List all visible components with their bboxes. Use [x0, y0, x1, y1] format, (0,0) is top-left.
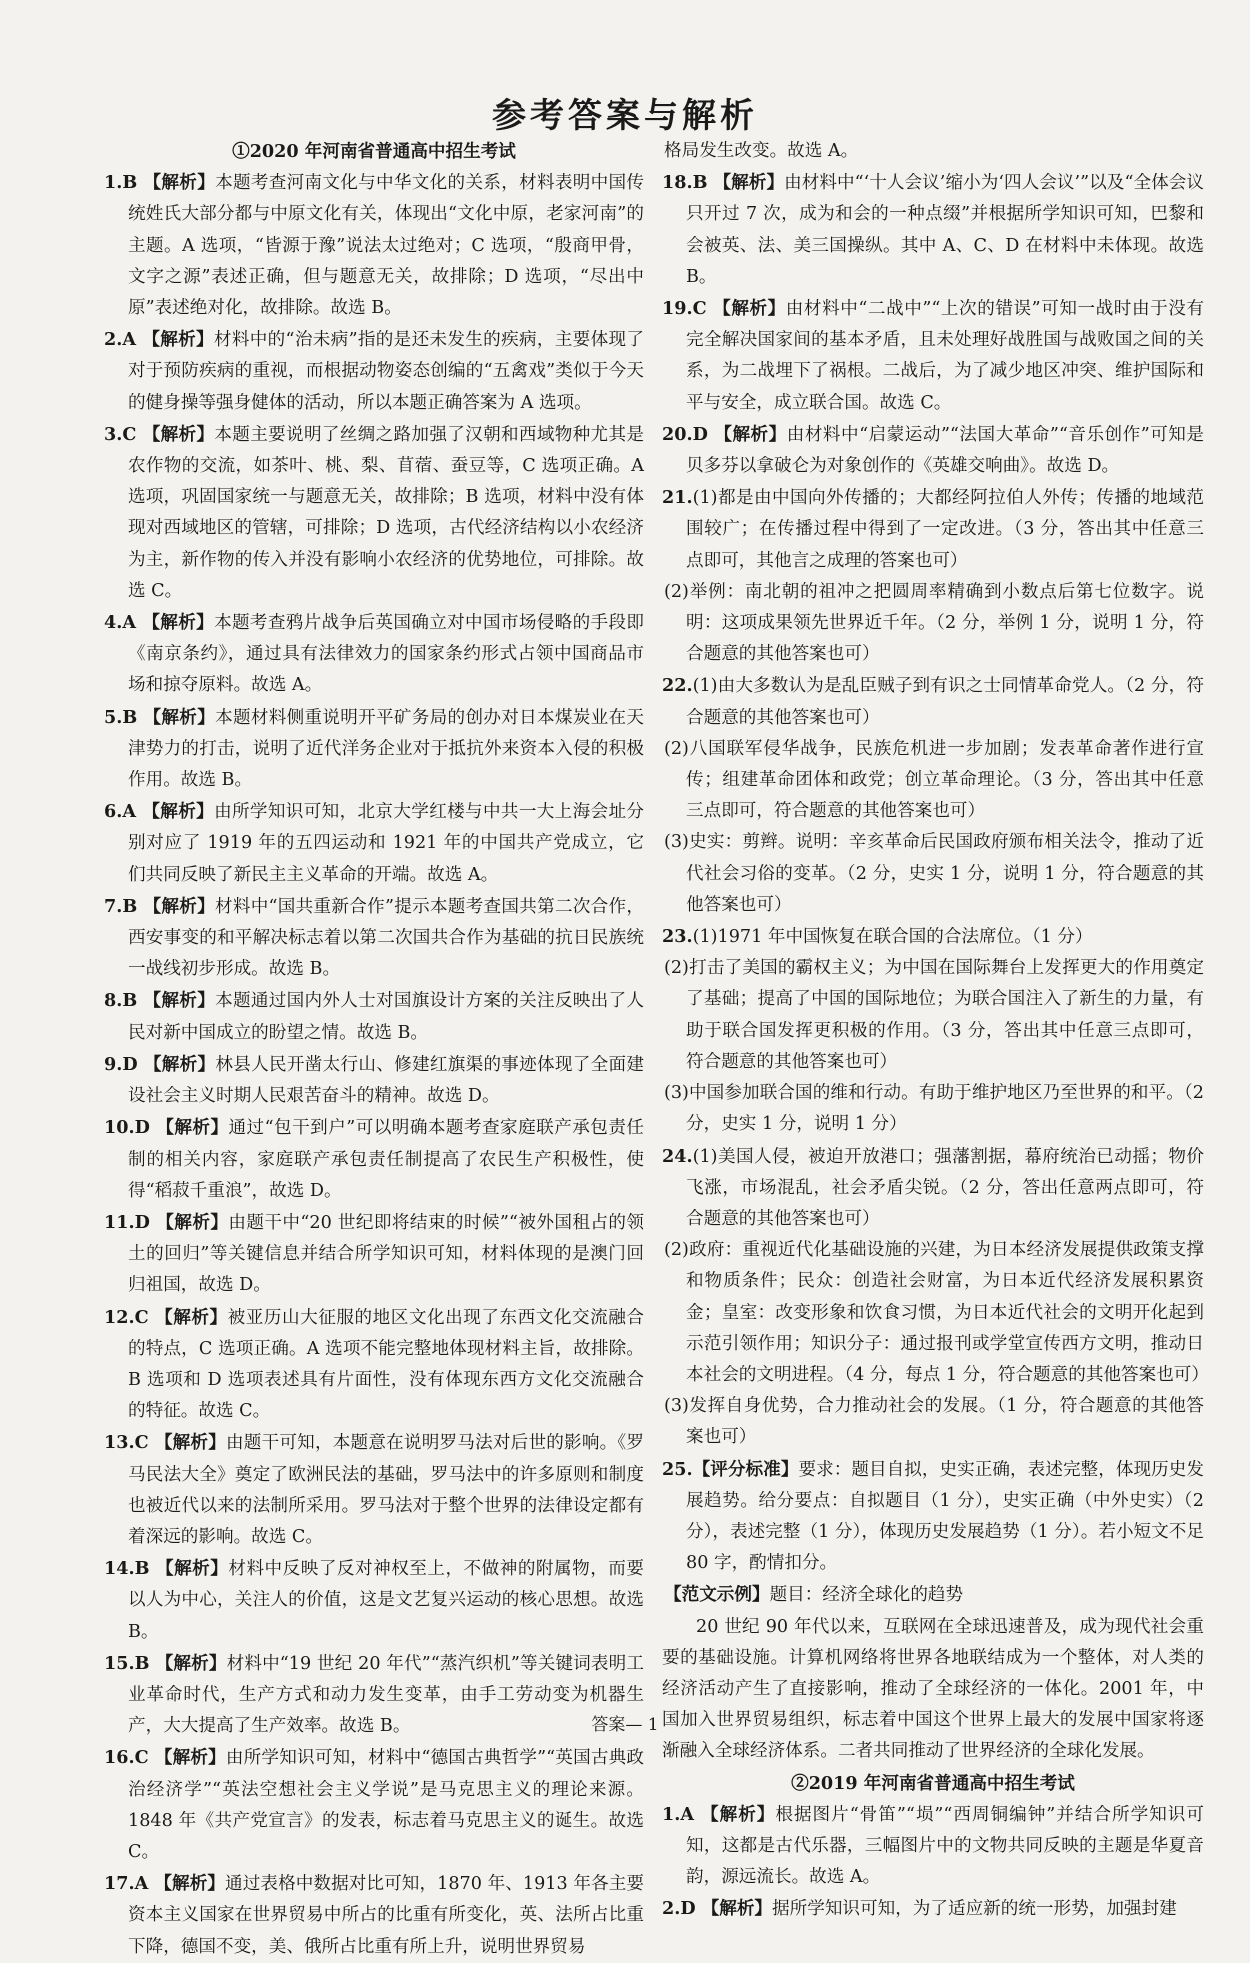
question-number: 21.	[662, 487, 693, 509]
question-number: 25.	[662, 1458, 693, 1480]
question-number: 5.	[104, 706, 123, 728]
section-heading: ②2019 年河南省普通高中招生考试	[791, 1772, 1075, 1794]
label-tag: 【解析】	[143, 172, 216, 194]
label-tag: 【解析】	[142, 423, 215, 445]
label-tag: 【解析】	[142, 612, 215, 634]
question-number: 2.	[104, 329, 123, 351]
label-tag: 【解析】	[155, 1652, 227, 1674]
label-tag: 【解析】	[154, 1432, 226, 1454]
essay-paragraph: 20 世纪 90 年代以来，互联网在全球迅速普及，成为现代社会重要的基础设施。计算机网络将世界各地联结成为一个整体，对人类的经济活动产生了直接影响，推动了全球经济的一体化。2001 年，中国加入世界贸易组织，标志着中国这个世界上最大的发展中国家将逐渐融入全球经济体系。二者共同推动了世界经济的全球化发展。	[662, 1616, 1204, 1762]
answer-letter: A	[134, 1873, 149, 1895]
label-tag: 【评分标准】	[692, 1458, 799, 1480]
label-tag: 【解析】	[143, 990, 216, 1012]
answer-letter: A	[122, 801, 137, 823]
question-number: 20.	[662, 423, 693, 445]
answer-entry: 11.D 【解析】由题干中“20 世纪即将结束的时候”“被外国租占的领土的回归”等关键信息并结合所学知识可知，材料体现的是澳门回归祖国，故选 D。	[104, 1211, 644, 1296]
question-number: 13.	[104, 1432, 135, 1454]
answer-letter: D	[680, 1898, 696, 1920]
question-number: 17.	[104, 1873, 135, 1895]
question-number: 22.	[662, 675, 693, 697]
sub-answer: (2)八国联军侵华战争，民族危机进一步加剧；发表革命著作进行宣传；组建革命团体和政党；创立革命理论。（3 分，答出其中任意三点即可，符合题意的其他答案也可）	[664, 738, 1204, 822]
label-tag: 【解析】	[701, 1898, 773, 1920]
answer-letter: C	[134, 1306, 149, 1328]
answer-letter: C	[122, 423, 137, 445]
label-tag: 【解析】	[143, 1053, 216, 1075]
page-title: 参考答案与解析	[492, 96, 758, 136]
answer-entry: 22.(1)由大多数认为是乱臣贼子到有识之士同情革命党人。（2 分，符合题意的其他答案也可）	[662, 675, 1204, 728]
answer-entry: 1.B 【解析】本题考查河南文化与中华文化的关系，材料表明中国传统姓氏大部分都与中原文化有关，体现出“文化中原，老家河南”的主题。A 选项，“皆源于豫”说法太过绝对；C 选项，“殷商甲骨，文字之源”表述正确，但与题意无关，故排除；D 选项，“尽出中原”表述绝对化，故排除。故选 B。	[104, 172, 644, 319]
answer-entry: 12.C 【解析】被亚历山大征服的地区文化出现了东西文化交流融合的特点，C 选项正确。A 选项不能完整地体现材料主旨，故排除。B 选项和 D 选项表述具有片面性，没有体现东西方文化交流融合的特征。故选 C。	[104, 1306, 644, 1422]
answer-entry: 14.B 【解析】材料中反映了反对神权至上，不做神的附属物，而要以人为中心，关注人的价值，这是文艺复兴运动的核心思想。故选 B。	[104, 1558, 644, 1642]
label-tag: 【解析】	[700, 1803, 776, 1825]
answer-letter: B	[122, 990, 138, 1012]
sub-answer: (3)史实：剪辫。说明：辛亥革命后民国政府颁布相关法令，推动了近代社会习俗的变革。（2 分，史实 1 分，说明 1 分，符合题意的其他答案也可）	[664, 832, 1204, 915]
answer-entry: 18.B 【解析】由材料中“‘十人会议’缩小为‘四人会议’”以及“全体会议只开过 7 次，成为和会的一种点缀”并根据所学知识可知，巴黎和会被英、法、美三国操纵。其中 A、C、D 在材料中未体现。故选 B。	[662, 172, 1204, 287]
answer-entry: 9.D 【解析】林县人民开凿太行山、修建红旗渠的事迹体现了全面建设社会主义时期人民艰苦奋斗的精神。故选 D。	[104, 1053, 644, 1107]
question-number: 1.	[104, 172, 123, 194]
question-number: 16.	[104, 1747, 135, 1769]
label-tag: 【解析】	[155, 1211, 229, 1233]
answer-letter: D	[692, 423, 708, 445]
answer-letter: B	[122, 172, 138, 194]
label-tag: 【解析】	[155, 1558, 229, 1580]
page-footer: 答案— 1	[591, 1715, 659, 1735]
label-tag: 【范文示例】	[664, 1584, 770, 1606]
answer-entry: 6.A 【解析】由所学知识可知，北京大学红楼与中共一大上海会址分别对应了 1919 年的五四运动和 1921 年的中国共产党成立，它们共同反映了新民主主义革命的开端。故选 A。	[104, 801, 644, 885]
answer-entry: 25.【评分标准】要求：题目自拟，史实正确，表述完整，体现历史发展趋势。给分要点：自拟题目（1 分），史实正确（中外史实）（2 分），表述完整（1 分），体现历史发展趋势（1 分）。若小短文不足 80 字，酌情扣分。	[662, 1458, 1204, 1574]
label-tag: 【解析】	[143, 706, 216, 728]
question-number: 15.	[104, 1652, 135, 1674]
sub-answer: (2)打击了美国的霸权主义；为中国在国际舞台上发挥更大的作用奠定了基础；提高了中国的国际地位；为联合国注入了新生的力量，有助于联合国发挥更积极的作用。（3 分，答出其中任意三点即可，符合题意的其他答案也可）	[664, 958, 1204, 1072]
section-heading: ①2020 年河南省普通高中招生考试	[232, 141, 516, 162]
answer-entry: 2.D 【解析】据所学知识可知，为了适应新的统一形势，加强封建	[662, 1898, 1177, 1920]
answer-letter: B	[134, 1558, 150, 1580]
answer-entry: 24.(1)美国人侵，被迫开放港口；强藩割据，幕府统治已动摇；物价飞涨，市场混乱，社会矛盾尖锐。（2 分，答出任意两点即可，符合题意的其他答案也可）	[662, 1145, 1204, 1229]
sub-answer: (3)中国参加联合国的维和行动。有助于维护地区乃至世界的和平。（2 分，史实 1 分，说明 1 分）	[664, 1083, 1204, 1135]
label-tag: 【解析】	[142, 329, 214, 351]
label-tag: 【解析】	[713, 423, 787, 445]
answer-entry: 8.B 【解析】本题通过国内外人士对国旗设计方案的关注反映出了人民对新中国成立的盼望之情。故选 B。	[104, 990, 644, 1043]
question-number: 11.	[104, 1211, 135, 1233]
answer-entry: 20.D 【解析】由材料中“启蒙运动”“法国大革命”“音乐创作”可知是贝多芬以拿破仑为对象创作的《英雄交响曲》。故选 D。	[662, 423, 1204, 477]
answer-letter: B	[122, 706, 138, 728]
question-number: 12.	[104, 1306, 135, 1328]
question-number: 18.	[662, 172, 693, 194]
answer-letter: C	[134, 1432, 149, 1454]
answer-entry: 16.C 【解析】由所学知识可知，材料中“德国古典哲学”“英国古典政治经济学”“英法空想社会主义学说”是马克思主义的理论来源。1848 年《共产党宣言》的发表，标志着马克思主义的诞生。故选 C。	[104, 1747, 644, 1862]
answer-entry: 15.B 【解析】材料中“19 世纪 20 年代”“蒸汽织机”等关键词表明工业革命时代，生产方式和动力发生变革，由手工劳动变为机器生产，大大提高了生产效率。故选 B。	[104, 1652, 644, 1737]
question-number: 3.	[104, 423, 123, 445]
label-tag: 【解析】	[154, 1873, 226, 1895]
answer-entry: 2.A 【解析】材料中的“治未病”指的是还未发生的疾病，主要体现了对于预防疾病的重视，而根据动物姿态创编的“五禽戏”类似于今天的健身操等强身健体的活动，所以本题正确答案为 A 选项。	[104, 329, 644, 413]
answer-entry: 13.C 【解析】由题干可知，本题意在说明罗马法对后世的影响。《罗马民法大全》奠定了欧洲民法的基础，罗马法中的许多原则和制度也被近代以来的法制所采用。罗马法对于整个世界的法律设定都有着深远的影响。故选 C。	[104, 1432, 644, 1547]
left-column	[104, 136, 644, 1963]
answer-letter: B	[122, 895, 138, 917]
question-number: 7.	[104, 895, 123, 917]
sub-answer: (3)发挥自身优势，合力推动社会的发展。（1 分，符合题意的其他答案也可）	[664, 1396, 1204, 1448]
question-number: 1.	[662, 1803, 681, 1825]
answer-letter: D	[134, 1117, 150, 1139]
answer-entry: 21.(1)都是由中国向外传播的；大都经阿拉伯人外传；传播的地域范围较广；在传播过程中得到了一定改进。（3 分，答出其中任意三点即可，其他言之成理的答案也可）	[662, 487, 1204, 571]
question-number: 24.	[662, 1145, 693, 1167]
answer-entry: 23.(1)1971 年中国恢复在联合国的合法席位。（1 分）	[662, 926, 1093, 948]
continuation-text: 格局发生改变。故选 A。	[664, 141, 859, 161]
answer-letter: D	[134, 1211, 150, 1233]
answer-letter: A	[680, 1803, 695, 1825]
answer-letter: D	[122, 1053, 138, 1075]
sub-answer: (2)政府：重视近代化基础设施的兴建，为日本经济发展提供政策支撑和物质条件；民众：创造社会财富，为日本近代经济发展积累资金；皇室：改变形象和饮食习惯，为日本近代社会的文明开化起到示范引领作用；知识分子：通过报刊或学堂宣传西方文明，推动日本社会的文明进程。（4 分，每点 1 分，符合题意的其他答案也可）	[664, 1240, 1209, 1385]
answer-entry: 3.C 【解析】本题主要说明了丝绸之路加强了汉朝和西域物种尤其是农作物的交流，如茶叶、桃、梨、苜蓿、蚕豆等，C 选项正确。A 选项，巩固国家统一与题意无关，故排除；B 选项，材料中没有体现对西域地区的管辖，可排除；D 选项，古代经济结构以小农经济为主，新作物的传入并没有影响小农经济的优势地位，可排除。故选 C。	[104, 423, 644, 601]
label-tag: 【解析】	[713, 172, 785, 194]
answer-letter: A	[122, 612, 137, 634]
answer-entry: 7.B 【解析】材料中“国共重新合作”提示本题考查国共第二次合作，西安事变的和平解决标志着以第二次国共合作为基础的抗日民族统一战线初步形成。故选 B。	[104, 895, 644, 980]
question-number: 4.	[104, 612, 123, 634]
question-number: 8.	[104, 990, 123, 1012]
sub-answer: (2)举例：南北朝的祖冲之把圆周率精确到小数点后第七位数字。说明：这项成果领先世界近千年。（2 分，举例 1 分，说明 1 分，符合题意的其他答案也可）	[664, 581, 1204, 665]
answer-letter: C	[692, 298, 707, 320]
answer-letter: B	[134, 1652, 150, 1674]
question-number: 9.	[104, 1053, 123, 1075]
sample-essay-title: 【范文示例】题目：经济全球化的趋势	[664, 1584, 964, 1606]
answer-entry: 10.D 【解析】通过“包干到户”可以明确本题考查家庭联产承包责任制的相关内容，家庭联产承包责任制提高了农民生产积极性，使得“稻菽千重浪”，故选 D。	[104, 1117, 644, 1201]
right-column	[662, 136, 1209, 1926]
question-number: 19.	[662, 298, 693, 320]
answer-entry: 17.A 【解析】通过表格中数据对比可知，1870 年、1913 年各主要资本主义国家在世界贸易中所占的比重有所变化，英、法所占比重下降，德国不变，美、俄所占比重有所上升，说明世界贸易	[104, 1873, 644, 1957]
question-number: 10.	[104, 1117, 135, 1139]
label-tag: 【解析】	[712, 298, 786, 320]
answer-entry: 1.A 【解析】根据图片“骨笛”“埙”“西周铜编钟”并结合所学知识可知，这都是古代乐器，三幅图片中的文物共同反映的主题是华夏音韵，源远流长。故选 A。	[662, 1803, 1204, 1888]
question-number: 23.	[662, 926, 693, 948]
label-tag: 【解析】	[155, 1117, 229, 1139]
label-tag: 【解析】	[143, 895, 215, 917]
question-number: 14.	[104, 1558, 135, 1580]
label-tag: 【解析】	[154, 1747, 226, 1769]
answer-letter: A	[122, 329, 137, 351]
answer-entry: 19.C 【解析】由材料中“二战中”“上次的错误”可知一战时由于没有完全解决国家间的基本矛盾，且未处理好战胜国与战败国之间的关系，为二战埋下了祸根。二战后，为了减少地区冲突、维护国际和平与安全，成立联合国。故选 C。	[662, 298, 1204, 413]
answer-entry: 4.A 【解析】本题考查鸦片战争后英国确立对中国市场侵略的手段即《南京条约》，通过具有法律效力的国家条约形式占领中国商品市场和掠夺原料。故选 A。	[104, 612, 644, 696]
answer-letter: B	[692, 172, 708, 194]
answer-letter: C	[134, 1747, 149, 1769]
label-tag: 【解析】	[142, 801, 215, 823]
label-tag: 【解析】	[154, 1306, 228, 1328]
answer-entry: 5.B 【解析】本题材料侧重说明开平矿务局的创办对日本煤炭业在天津势力的打击，说明了近代洋务企业对于抵抗外来资本入侵的积极作用。故选 B。	[104, 706, 644, 791]
question-number: 6.	[104, 801, 123, 823]
question-number: 2.	[662, 1898, 681, 1920]
